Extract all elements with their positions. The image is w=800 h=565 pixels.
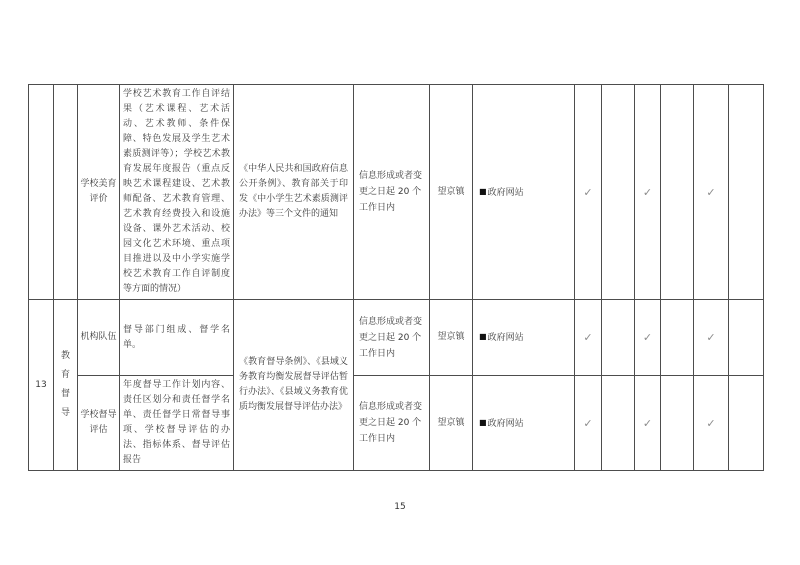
cell-row2a-timeline: 信息形成或者变更之日起 20 个工作日内 <box>354 300 430 376</box>
cell-row2b-check-4 <box>661 376 694 471</box>
channel-label: 政府网站 <box>487 333 524 343</box>
cell-row2b-town: 望京镇 <box>430 376 473 471</box>
cell-row1-check-3: ✓ <box>635 85 661 300</box>
filled-square-icon: ■ <box>479 186 487 196</box>
table-row <box>29 300 764 376</box>
item-label: 学校督导评估 <box>80 410 117 435</box>
cell-row2a-check-2 <box>602 300 635 376</box>
cell-row2a-content: 督导部门组成、督学名单。 <box>120 300 234 376</box>
cell-row1-town: 望京镇 <box>430 85 473 300</box>
table-row <box>29 376 764 471</box>
page-number: 15 <box>394 502 406 512</box>
cell-row1-no <box>29 85 54 300</box>
channel-label: 政府网站 <box>487 418 524 429</box>
cell-row2-no: 13 <box>29 300 54 471</box>
cell-row2a-check-4 <box>661 300 694 376</box>
category-vertical-label: 教育督导 <box>60 351 70 418</box>
item-label: 机构队伍 <box>80 332 117 342</box>
cell-row2a-channel <box>473 300 575 376</box>
cell-row1-check-6 <box>729 85 764 300</box>
cell-row2b-timeline: 信息形成或者变更之日起 20 个工作日内 <box>354 376 430 471</box>
cell-row1-check-2 <box>602 85 635 300</box>
cell-row2a-town: 望京镇 <box>430 300 473 376</box>
cell-row1-check-4 <box>661 85 694 300</box>
cell-row1-basis: 《中华人民共和国政府信息公开条例》、教育部关于印发《中小学生艺术素质测评办法》等三个文件的通知 <box>234 85 354 300</box>
cell-row2-category <box>54 300 78 471</box>
cell-row1-category <box>54 85 78 300</box>
cell-row1-channel <box>473 85 575 300</box>
cell-row2b-check-3: ✓ <box>635 376 661 471</box>
cell-row2b-content: 年度督导工作计划内容、责任区划分和责任督学名单、责任督学日常督导事项、学校督导评估的办法、指标体系、督导评估报告 <box>120 376 234 471</box>
cell-row2a-check-5: ✓ <box>694 300 729 376</box>
cell-row2b-item <box>78 376 120 471</box>
cell-row1-check-5: ✓ <box>694 85 729 300</box>
cell-row2b-channel <box>473 376 575 471</box>
cell-row2a-check-3: ✓ <box>635 300 661 376</box>
disclosure-table <box>28 84 764 471</box>
cell-row2a-item <box>78 300 120 376</box>
cell-row2-basis: 《教育督导条例》、《县域义务教育均衡发展督导评估暂行办法》、《县域义务教育优质均衡发展督导评估办法》 <box>234 300 354 471</box>
table-row <box>29 85 764 300</box>
cell-row2b-check-1: ✓ <box>575 376 602 471</box>
item-label: 学校美育评价 <box>80 179 117 204</box>
cell-row2b-check-6 <box>729 376 764 471</box>
cell-row2a-check-1: ✓ <box>575 300 602 376</box>
channel-label: 政府网站 <box>487 187 524 198</box>
filled-square-icon: ■ <box>479 417 487 427</box>
cell-row1-check-1: ✓ <box>575 85 602 300</box>
cell-row2b-check-5: ✓ <box>694 376 729 471</box>
cell-row1-content: 学校艺术教育工作自评结果（艺术课程、艺术活动、艺术教师、条件保障、特色发展及学生艺术素质测评等）；学校艺术教育发展年度报告（重点反映艺术课程建设、艺术教师配备、艺术教育管理、艺术教育经费投入和设施设备、课外艺术活动、校园文化艺术环境、重点项目推进以及中小学实施学校艺术教育工作自评制度等方面的情况） <box>120 85 234 300</box>
cell-row2a-check-6 <box>729 300 764 376</box>
cell-row2b-check-2 <box>602 376 635 471</box>
cell-row1-item <box>78 85 120 300</box>
cell-row1-timeline: 信息形成或者变更之日起 20 个工作日内 <box>354 85 430 300</box>
filled-square-icon: ■ <box>479 332 487 341</box>
